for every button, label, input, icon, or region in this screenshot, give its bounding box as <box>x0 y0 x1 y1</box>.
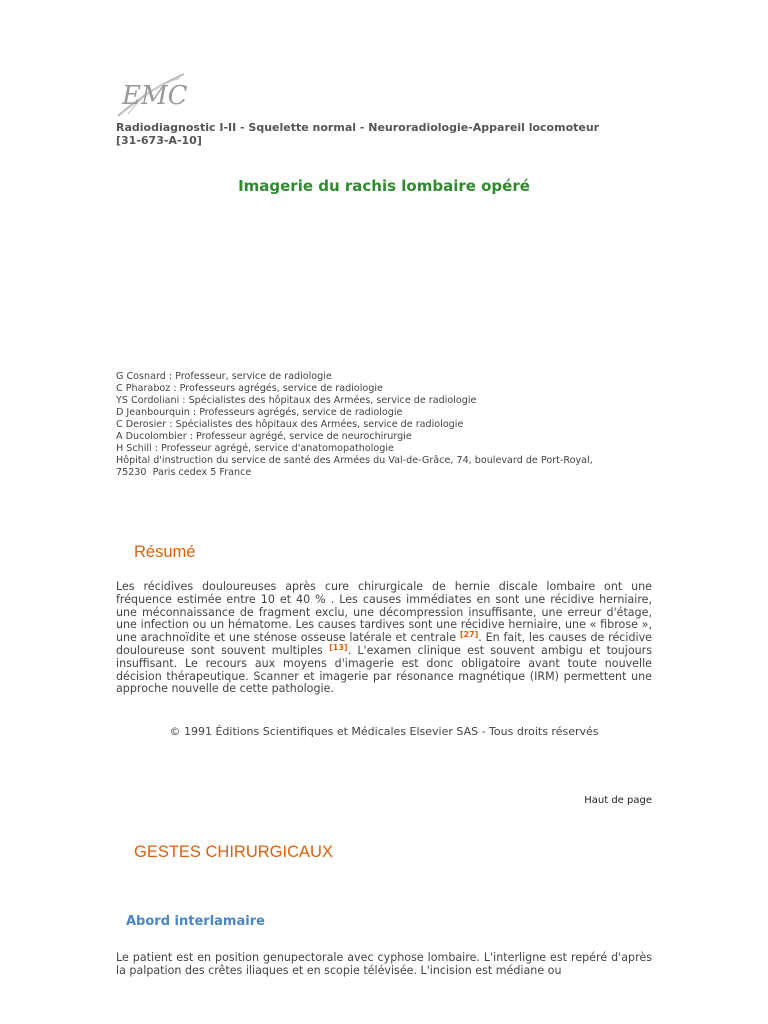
back-to-top-link[interactable]: Haut de page <box>584 795 652 806</box>
series-title: Radiodiagnostic I-II - Squelette normal - Neuroradiologie-Appareil locomoteur <box>116 121 600 134</box>
abstract-paragraph <box>116 581 652 696</box>
affiliation-line: Hôpital d'instruction du service de santé des Armées du Val-de-Grâce, 74, boulevard de Port-Royal, <box>116 455 593 466</box>
author-line: H Schill : Professeur agrégé, service d'anatomopathologie <box>116 443 394 454</box>
abstract-text-3: . L'examen clinique est souvent ambigu et toujours insuffisant. Le recours aux moyens d'imagerie est donc obligatoire avant toute nouvelle décision thérapeutique. Scanner et imagerie par résonance magnétique (IRM) permettent une approche nouvelle de cette pathologie. <box>116 643 652 696</box>
emc-logo-text: EMC <box>122 81 188 111</box>
series-reference <box>116 121 656 147</box>
subsection-heading: Abord interlamaire <box>126 914 265 929</box>
author-line: C Derosier : Spécialistes des hôpitaux des Armées, service de radiologie <box>116 419 464 430</box>
article-title: Imagerie du rachis lombaire opéré <box>238 177 530 195</box>
emc-logo <box>114 64 190 122</box>
abstract-text-2: . En fait, les causes de récidive douloureuse sont souvent multiples <box>116 631 652 657</box>
author-line: D Jeanbourquin : Professeurs agrégés, service de radiologie <box>116 407 403 418</box>
series-code: [31-673-A-10] <box>116 134 202 147</box>
author-line: C Pharaboz : Professeurs agrégés, service de radiologie <box>116 383 383 394</box>
author-line: YS Cordoliani : Spécialistes des hôpitaux des Armées, service de radiologie <box>116 395 477 406</box>
abstract-text-1: Les récidives douloureuses après cure chirurgicale de hernie discale lombaire ont une fréquence estimée entre 10 et 40 % . Les causes immédiates en sont une récidive herniaire, une méconnaissance de fragment exclu, une décompression insuffisante, une erreur d'étage, une infection ou un hématome. Les causes tardives sont une récidive herniaire, une « fibrose », une arachnoïdite et une sténose osseuse latérale et centrale <box>116 580 652 645</box>
affiliation-line: 75230 Paris cedex 5 France <box>116 467 252 478</box>
author-line: A Ducolombier : Professeur agrégé, service de neurochirurgie <box>116 431 412 442</box>
reference-link-27[interactable]: [27] <box>459 630 479 640</box>
body-paragraph: Le patient est en position genupectorale avec cyphose lombaire. L'interligne est repéré d'après la palpation des crêtes iliaques et en scopie télévisée. L'incision est médiane ou <box>116 951 652 977</box>
section-heading: GESTES CHIRURGICAUX <box>134 843 333 861</box>
reference-link-13[interactable]: [13] <box>329 642 348 652</box>
copyright-notice: © 1991 Éditions Scientifiques et Médicales Elsevier SAS - Tous droits réservés <box>169 725 599 738</box>
abstract-heading: Résumé <box>134 543 196 561</box>
author-line: G Cosnard : Professeur, service de radiologie <box>116 371 332 382</box>
author-list <box>116 371 656 479</box>
